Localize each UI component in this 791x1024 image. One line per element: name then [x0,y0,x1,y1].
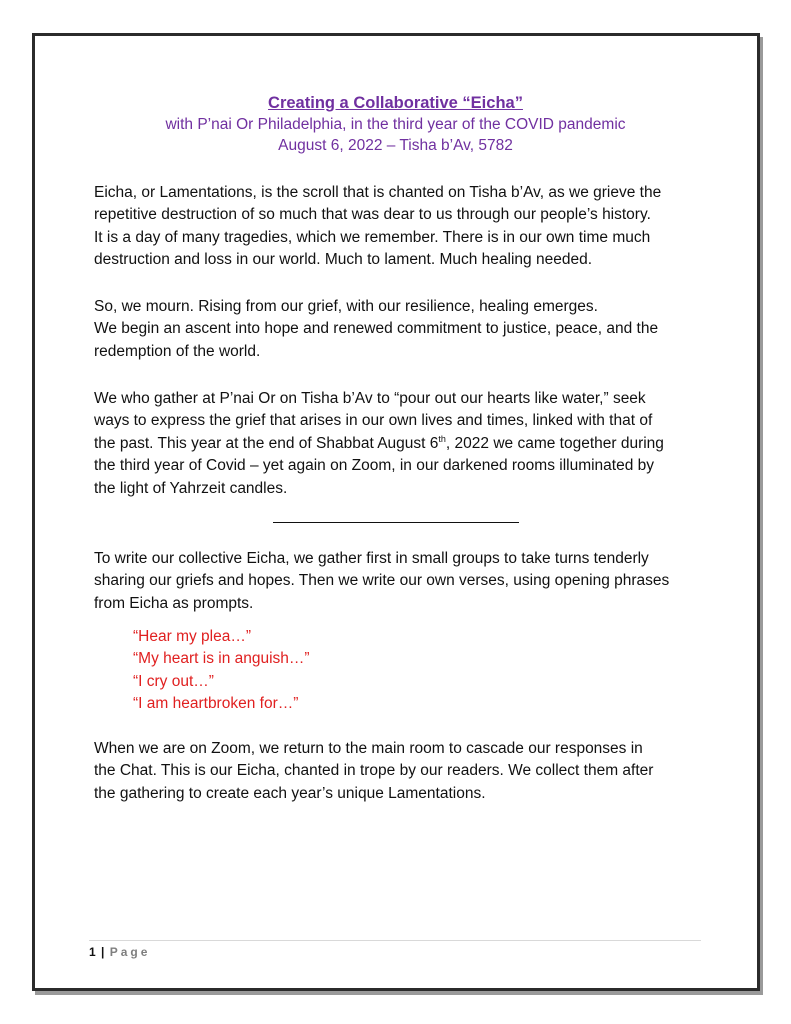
text-line: Eicha, or Lamentations, is the scroll that is chanted on Tisha b’Av, as we grieve the [94,184,662,201]
footer-rule [89,940,701,941]
document-title: Creating a Collaborative “Eicha” [268,94,523,112]
text-line: from Eicha as prompts. [94,594,254,612]
text-line [94,433,734,455]
prompt-item: “I cry out…” [133,672,214,690]
text-line: We who gather at P’nai Or on Tisha b’Av to “pour out our hearts like water,” seek [94,390,646,407]
text-line: We begin an ascent into hope and renewed commitment to justice, peace, and the [94,320,659,338]
ordinal-suffix: th [438,433,446,444]
paragraph-gathering [94,388,734,500]
paragraph-mourn [94,296,734,363]
document-date: August 6, 2022 – Tisha b’Av, 5782 [278,137,513,154]
text-line: the Chat. This is our Eicha, chanted in trope by our readers. We collect them after [94,762,654,780]
page-label: Page [109,945,151,959]
text-line: It is a day of many tragedies, which we remember. There is in our own time much [94,228,651,246]
prompt-list [133,626,310,716]
text-line: the light of Yahrzeit candles. [94,479,288,497]
page-footer [89,944,150,960]
text-line: To write our collective Eicha, we gather first in small groups to take turns tenderly [94,550,649,567]
paragraph-intro [94,182,734,272]
footer-separator: | [101,945,105,959]
text-line: sharing our griefs and hopes. Then we write our own verses, using opening phrases [94,572,670,590]
text-fragment: the past. This year at the end of Shabbat August 6 [94,434,439,452]
text-line: the gathering to create each year’s unique Lamentations. [94,784,486,802]
text-line: When we are on Zoom, we return to the main room to cascade our responses in [94,740,643,757]
prompt-item: “Hear my plea…” [133,628,251,645]
document-subtitle: with P’nai Or Philadelphia, in the third year of the COVID pandemic [165,116,626,133]
text-line: the third year of Covid – yet again on Zoom, in our darkened rooms illuminated by [94,457,655,475]
text-fragment: , 2022 we came together during [445,434,664,452]
section-divider [273,522,519,523]
page-number: 1 [89,945,96,959]
prompt-item: “My heart is in anguish…” [133,650,310,668]
text-line: So, we mourn. Rising from our grief, with our resilience, healing emerges. [94,298,598,315]
paragraph-process [94,548,734,615]
prompt-item: “I am heartbroken for…” [133,695,299,713]
text-line: destruction and loss in our world. Much to lament. Much healing needed. [94,251,593,269]
page-border [32,33,760,991]
text-line: redemption of the world. [94,342,261,360]
text-line: repetitive destruction of so much that was dear to us through our people’s history. [94,206,651,224]
paragraph-zoom [94,738,734,805]
text-line: ways to express the grief that arises in our own lives and times, linked with that of [94,412,653,430]
title-block [0,92,791,156]
